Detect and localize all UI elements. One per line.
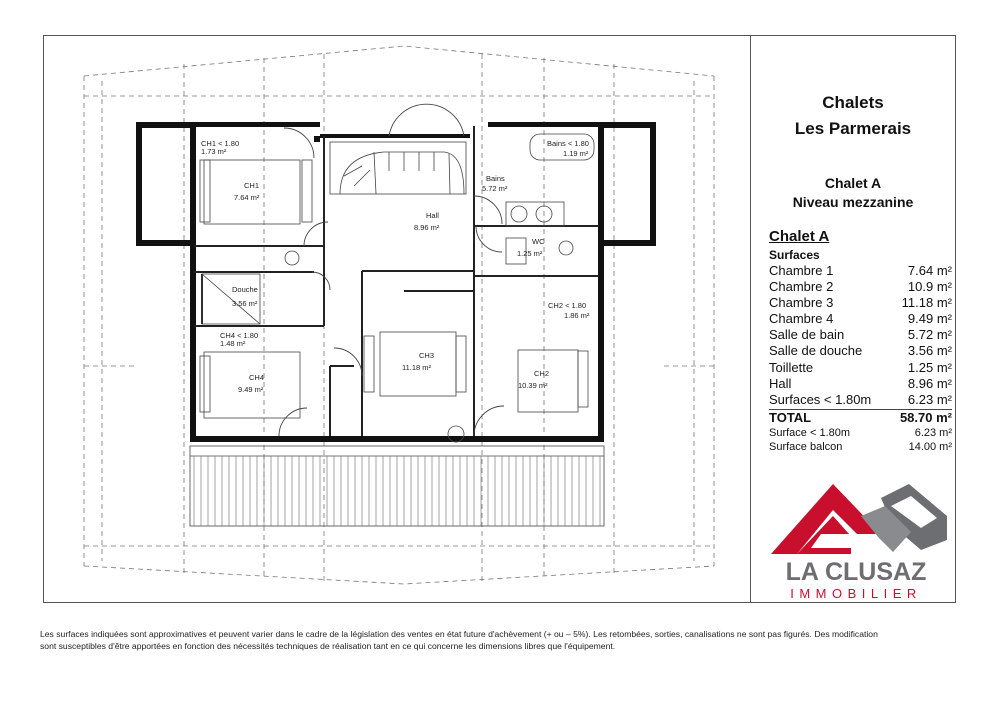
table-row: Surface balcon 14.00 m² xyxy=(769,440,952,453)
label-ch1-low-area: 1.73 m² xyxy=(201,147,227,156)
surfaces-heading: Chalet A xyxy=(769,228,830,245)
label-bains-low-area: 1.19 m² xyxy=(563,149,589,158)
floor-plan xyxy=(44,36,749,602)
table-row: Salle de bain 5.72 m² xyxy=(769,327,952,343)
label-ch2-low-area: 1.86 m² xyxy=(564,311,590,320)
logo-tagline: IMMOBILIER xyxy=(790,586,922,601)
label-ch1-area: 7.64 m² xyxy=(234,193,260,202)
label-ch4-area: 9.49 m² xyxy=(238,385,264,394)
room-labels xyxy=(201,139,590,394)
label-ch3-area: 11.18 m² xyxy=(402,363,432,372)
label-bains-area: 5.72 m² xyxy=(482,184,508,193)
label-ch3: CH3 xyxy=(419,351,435,360)
label-bains-low: Bains < 1.80 xyxy=(547,139,589,148)
surfaces-table xyxy=(769,263,952,454)
label-wc-area: 1.25 m² xyxy=(517,249,543,258)
table-row: Surface < 1.80m 6.23 m² xyxy=(769,426,952,439)
table-row: Toillette 1.25 m² xyxy=(769,359,952,375)
agency-logo xyxy=(761,476,951,601)
table-row: Chambre 2 10.9 m² xyxy=(769,279,952,295)
project-title-line2: Les Parmerais xyxy=(794,119,912,138)
surfaces-subheading: Surfaces xyxy=(769,248,820,262)
disclaimer-line2: sont susceptibles d'être apportées en fonction des nécessités techniques de réalisation tant en ce qui concerne les dimensions libres que l'équipement. xyxy=(40,641,616,651)
label-ch1-low: CH1 < 1.80 xyxy=(201,139,240,148)
label-ch4-low: CH4 < 1.80 xyxy=(220,331,259,340)
table-row: Hall 8.96 m² xyxy=(769,375,952,391)
label-ch2: CH2 xyxy=(534,369,550,378)
table-row: Salle de douche 3.56 m² xyxy=(769,343,952,359)
project-title-line1: Chalets xyxy=(822,93,884,112)
logo-name: LA CLUSAZ xyxy=(785,558,927,586)
disclaimer-line1: Les surfaces indiquées sont approximatives et peuvent varier dans le cadre de la législation des ventes en état future d'achèvement (+ ou – 5%). Les retombées, sorties, canalisations ne sont pas figurés. Des modification xyxy=(40,629,878,639)
label-ch2-area: 10.39 m² xyxy=(518,381,548,390)
label-douche: Douche xyxy=(232,285,258,294)
label-bains: Bains xyxy=(486,174,505,183)
table-row: Chambre 4 9.49 m² xyxy=(769,311,952,327)
info-panel xyxy=(751,36,955,602)
label-wc: WC xyxy=(532,237,545,246)
table-row: Surfaces < 1.80m 6.23 m² xyxy=(769,391,952,407)
total-row: TOTAL 58.70 m² xyxy=(769,409,952,425)
label-douche-area: 3.56 m² xyxy=(232,299,258,308)
label-ch1: CH1 xyxy=(244,181,260,190)
label-ch2-low: CH2 < 1.80 xyxy=(548,301,587,310)
table-row: Chambre 3 11.18 m² xyxy=(769,295,952,311)
level-title-line2: Niveau mezzanine xyxy=(792,194,914,210)
balcony-railing xyxy=(194,456,600,526)
staircase xyxy=(330,142,466,194)
label-hall-area: 8.96 m² xyxy=(414,223,440,232)
disclaimer xyxy=(40,628,965,652)
label-ch4-low-area: 1.48 m² xyxy=(220,339,246,348)
level-title-line1: Chalet A xyxy=(824,175,882,191)
label-ch4: CH4 xyxy=(249,373,265,382)
table-row: Chambre 1 7.64 m² xyxy=(769,263,952,278)
label-hall: Hall xyxy=(426,211,439,220)
fixtures xyxy=(200,134,594,442)
